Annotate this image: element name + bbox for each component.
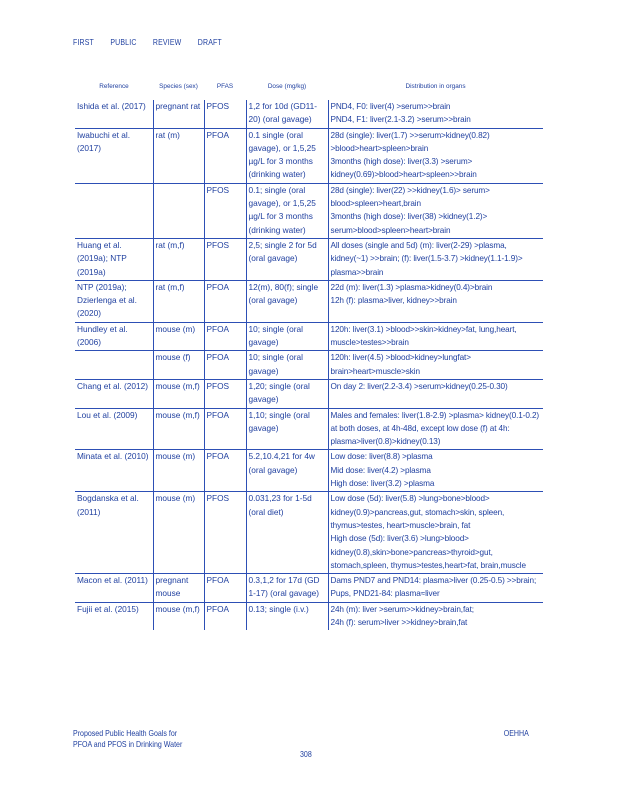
footer-title-line2: PFOA and PFOS in Drinking Water [73,740,183,749]
table-row [75,128,543,183]
dose-cell: 1,2 for 10d (GD11-20) (oral gavage) [246,100,328,128]
header-word: FIRST [73,37,94,47]
distribution-line: Mid dose: liver(4.2) >plasma [330,465,431,475]
species-cell: mouse (m,f) [153,602,204,630]
distribution-cell [328,100,543,128]
ref-cell: Macon et al. (2011) [77,575,148,586]
distribution-line: PND4, F0: liver(4) >serum>>brain [330,102,451,111]
col-pfas: PFAS [216,83,234,90]
pfas-cell: PFOA [204,280,246,322]
distribution-line: 28d (single): liver(22) >>kidney(1.6)> serum> blood>spleen>heart,brain [330,185,490,209]
distribution-cell [328,238,543,280]
distribution-line: 12h (f): plasma>liver, kidney>>brain [330,296,457,306]
table-row [75,574,543,603]
pfas-cell: PFOS [204,183,246,238]
species-cell: mouse (m) [153,322,204,351]
distribution-line: 3months (high dose): liver(38) >kidney(1.2)> serum>blood>spleen>heart>brain [330,212,488,235]
distribution-line: On day 2: liver(2.2-3.4) >serum>kidney(0.25-0.30) [330,381,508,391]
footer-title-line1: Proposed Public Health Goals for [73,729,178,738]
ref-cell [75,183,153,238]
dose-cell: 0.1; single (oral gavage), or 1,5,25 µg/L for 3 months (drinking water) [246,183,328,238]
ref-cell: Chang et al. (2012) [77,380,149,391]
dose-cell: 10; single (oral gavage) [246,351,328,380]
col-reference: Reference [99,83,129,90]
header-word: PUBLIC [110,37,137,47]
distribution-cell [328,280,543,322]
table-row [75,379,543,408]
species-cell: rat (m,f) [153,238,204,280]
page-number: 308 [300,750,312,759]
pfas-cell: PFOS [204,100,246,128]
distribution-cell [328,450,543,492]
ref-cell: Huang et al. (2019a); NTP (2019a) [77,239,127,277]
ref-cell: Bogdanska et al. (2011) [77,493,139,517]
distribution-cell [328,408,543,450]
distribution-line: 24h (f): serum>liver >>kidney>brain,fat [330,617,468,627]
ref-cell: Minata et al. (2010) [77,451,149,462]
distribution-line: Low dose: liver(8.8) >plasma [330,452,433,462]
species-cell [153,183,204,238]
pfas-cell: PFOA [204,602,246,630]
pfas-cell: PFOA [204,408,246,450]
dose-cell: 1,10; single (oral gavage) [246,408,328,450]
ref-cell: Lou et al. (2009) [77,409,138,420]
table-header-row [75,74,543,100]
distribution-line: 120h: liver(4.5) >blood>kidney>lungfat> brain>heart>muscle>skin [330,353,471,376]
table-row [75,280,543,322]
distribution-cell [328,128,543,183]
distribution-line: Pups, PND21-84: plasma≈liver [330,589,440,599]
species-cell: pregnant mouse [153,574,204,603]
header-word: DRAFT [197,37,222,47]
distribution-line: 3months (high dose): liver(3.3) >serum> kidney(0.69)>blood>heart>spleen>>brain [330,157,477,180]
species-cell: mouse (m,f) [153,379,204,408]
dose-cell: 0.1 single (oral gavage), or 1,5,25 µg/L for 3 months (drinking water) [246,128,328,183]
species-cell: pregnant rat [153,100,204,128]
ref-cell: NTP (2019a); Dzierlenga et al. (2020) [77,281,137,319]
distribution-line: Dams PND7 and PND14: plasma>liver (0.25-0.5) >>brain; [330,576,537,586]
dose-cell: 0.3,1,2 for 17d (GD 1-17) (oral gavage) [246,574,328,603]
header-word: REVIEW [152,37,182,47]
species-cell: mouse (m) [153,450,204,492]
pfas-cell: PFOS [204,238,246,280]
distribution-table [75,74,543,630]
pfas-cell: PFOS [204,492,246,574]
species-cell: mouse (m,f) [153,408,204,450]
table-row [75,492,543,574]
ref-cell [75,351,153,380]
pfas-cell: PFOA [204,128,246,183]
dose-cell: 2,5; single 2 for 5d (oral gavage) [246,238,328,280]
distribution-cell [328,574,543,603]
distribution-line: 24h (m): liver >serum>>kidney>brain,fat; [330,604,474,614]
ref-cell: Hundley et al. (2006) [77,323,128,348]
dose-cell: 12(m), 80(f); single (oral gavage) [246,280,328,322]
table-row [75,183,543,238]
table-row [75,602,543,630]
distribution-cell [328,379,543,408]
table-row [75,322,543,351]
col-dose: Dose (mg/kg) [267,83,307,90]
table-row [75,408,543,450]
pfas-cell: PFOA [204,450,246,492]
distribution-line: Males and females: liver(1.8-2.9) >plasma> kidney(0.1-0.2) at both doses, at 4h-48d, except low dose (f) at 4h: plasma>liver(0.8)>kidney(0.13) [330,410,540,447]
distribution-line: Low dose (5d): liver(5.8) >lung>bone>blood> kidney(0.9)>pancreas,gut, stomach>skin, spleen, thymus>testes, heart>muscle>brain, fat [330,494,505,530]
species-cell: mouse (f) [153,351,204,380]
footer [73,728,529,750]
distribution-line: All doses (single and 5d) (m): liver(2-29) >plasma, kidney(~1) >>brain; (f): liver(1.5-3.7) >kidney(1.1-1.9)> plasma>>brain [330,240,523,277]
dose-cell: 5.2,10.4,21 for 4w (oral gavage) [246,450,328,492]
distribution-line: 120h: liver(3.1) >blood>>skin>kidney>fat, lung,heart, muscle>testes>>brain [330,324,517,348]
pfas-cell: PFOA [204,322,246,351]
table-row [75,238,543,280]
species-cell: rat (m,f) [153,280,204,322]
distribution-line: High dose (5d): liver(3.6) >lung>blood> kidney(0.8),skin>bone>pancreas>thyroid>gut, stomach,spleen, thymus>testes,heart>fat, brain,muscle [330,534,526,570]
table-row [75,351,543,380]
pfas-cell: PFOA [204,351,246,380]
distribution-cell [328,183,543,238]
dose-cell: 0.13; single (i.v.) [246,602,328,630]
distribution-cell [328,492,543,574]
distribution-line: 28d (single): liver(1.7) >>serum>kidney(0.82) >blood>heart>spleen>brain [330,130,490,153]
distribution-line: PND4, F1: liver(2.1-3.2) >serum>>brain [330,115,471,125]
footer-agency: OEHHA [503,729,529,738]
table-row [75,450,543,492]
table-row [75,100,543,128]
draft-header [73,37,238,47]
pfas-cell: PFOS [204,379,246,408]
dose-cell: 0.031,23 for 1-5d (oral diet) [246,492,328,574]
col-distribution: Distribution in organs [405,83,466,90]
distribution-cell [328,602,543,630]
distribution-cell [328,351,543,380]
ref-cell: Iwabuchi et al. (2017) [77,129,131,153]
species-cell: rat (m) [153,128,204,183]
species-cell: mouse (m) [153,492,204,574]
distribution-cell [328,322,543,351]
distribution-line: High dose: liver(3.2) >plasma [330,479,435,489]
col-species: Species (sex) [159,83,198,90]
dose-cell: 1,20; single (oral gavage) [246,379,328,408]
dose-cell: 10; single (oral gavage) [246,322,328,351]
ref-cell: Ishida et al. (2017) [77,101,146,111]
ref-cell: Fujii et al. (2015) [77,603,139,614]
distribution-line: 22d (m): liver(1.3) >plasma>kidney(0.4)>brain [330,282,493,292]
pfas-cell: PFOA [204,574,246,603]
